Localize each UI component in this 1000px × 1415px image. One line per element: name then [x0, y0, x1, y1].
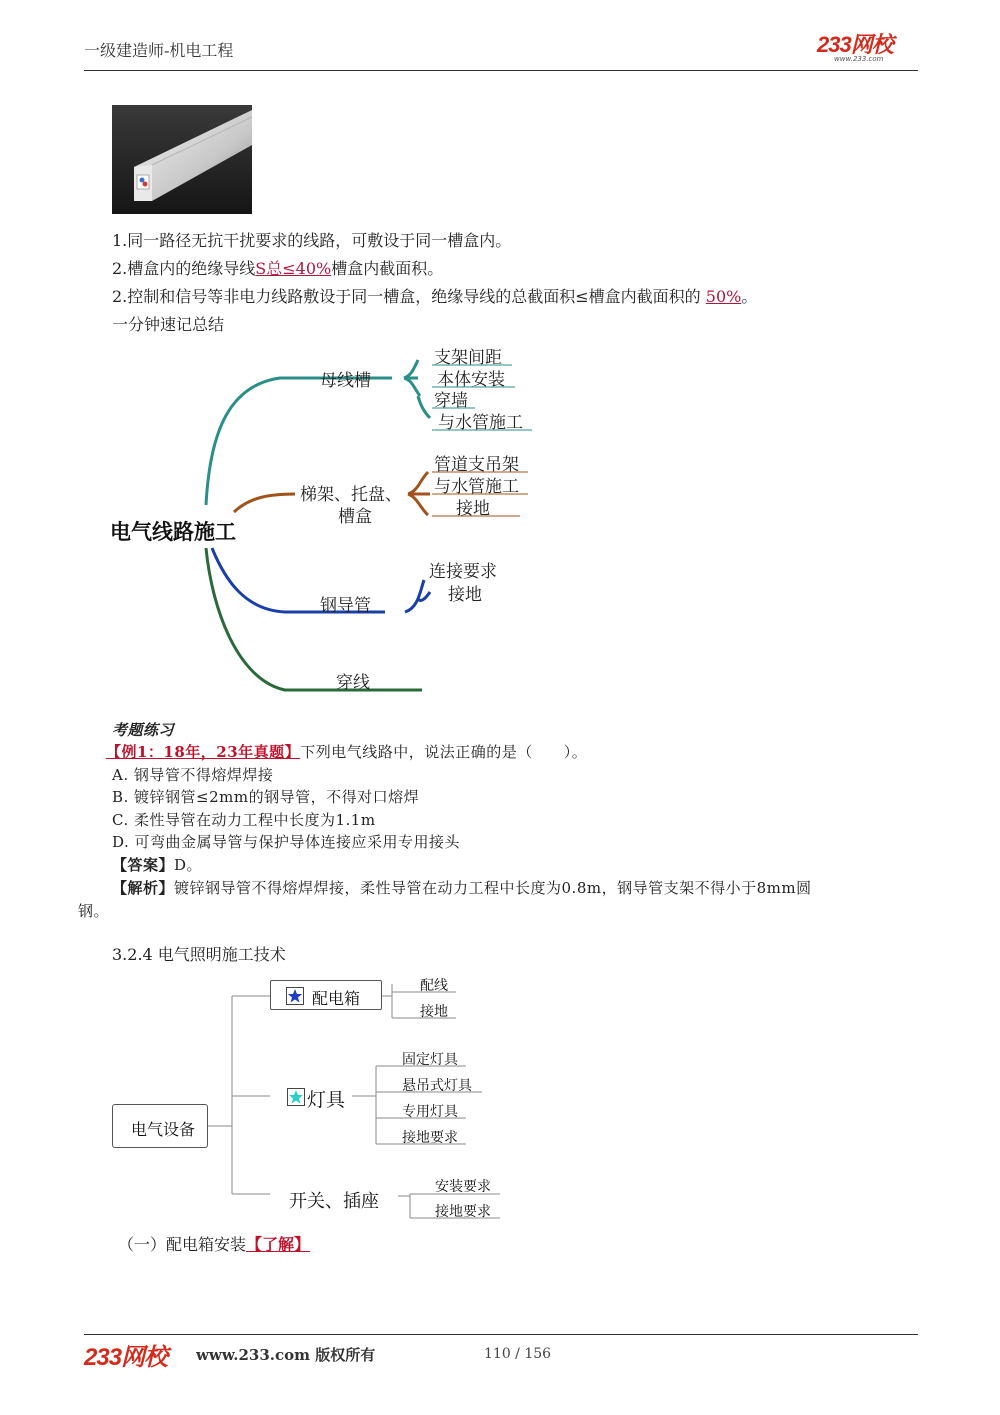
- mindmap2-leaf: 安装要求: [435, 1179, 491, 1195]
- mindmap2-leaf: 接地: [420, 1004, 448, 1020]
- exercise-answer: [112, 854, 202, 875]
- exercise-option-c: C. 柔性导管在动力工程中长度为1.1m: [112, 811, 376, 829]
- paragraph-3-pre: 2.控制和信号等非电力线路敷设于同一槽盒，绝缘导线的总截面积≤槽盒内截面积的: [112, 287, 706, 306]
- subheading-tag: 【了解】: [246, 1235, 311, 1254]
- mindmap1-branch-tray: 梯架、托盘、: [300, 485, 402, 505]
- exercise-option-a: A. 钢导管不得熔焊焊接: [112, 766, 274, 784]
- mindmap2-connectors: [0, 960, 1000, 1230]
- mindmap2-leaf: 配线: [420, 978, 448, 994]
- mindmap1-branch-conduit: 钢导管: [320, 596, 371, 616]
- section-heading: 3.2.4 电气照明施工技术: [112, 945, 286, 964]
- exercise-answer-value: D。: [174, 856, 203, 874]
- mindmap2-leaf: 悬吊式灯具: [402, 1078, 472, 1094]
- mindmap1-leaf: 穿墙: [434, 391, 468, 411]
- mindmap1-leaf: 连接要求: [429, 562, 497, 582]
- mindmap1-branch-wiring: 穿线: [336, 673, 370, 693]
- summary-label: 一分钟速记总结: [112, 315, 225, 334]
- mindmap2-leaf: 固定灯具: [402, 1052, 458, 1068]
- exercise-analysis-tag: 【解析】: [112, 879, 175, 897]
- exercise-question: [106, 741, 587, 762]
- mindmap1-leaf: 管道支吊架: [434, 455, 519, 475]
- mindmap2-leaf: 接地要求: [435, 1204, 491, 1220]
- mindmap1-branch-tray-line2: 槽盒: [338, 507, 372, 527]
- exercise-title: 考题练习: [112, 721, 175, 739]
- paragraph-2-highlight: S总≤40%: [255, 259, 332, 278]
- mindmap2-root: 电气设备: [131, 1120, 196, 1139]
- paragraph-2-post: 槽盒内截面积。: [331, 259, 444, 278]
- paragraph-1: 1.同一路径无抗干扰要求的线路，可敷设于同一槽盒内。: [112, 231, 512, 250]
- mindmap2-node-distribution-box: [270, 980, 382, 1010]
- exercise-analysis-text: 镀锌钢导管不得熔焊焊接，柔性导管在动力工程中长度为0.8m，钢导管支架不得小于8mm圆: [174, 879, 812, 897]
- subheading: [118, 1232, 310, 1255]
- exercise-analysis-cont: 钢。: [78, 902, 110, 920]
- star-icon: [286, 987, 304, 1005]
- star-icon: [287, 1088, 305, 1106]
- mindmap2-node-label: 配电箱: [312, 989, 361, 1008]
- mindmap2-leaf: 接地要求: [402, 1130, 458, 1146]
- footer-divider: [84, 1334, 918, 1335]
- exercise-option-d: D. 可弯曲金属导管与保护导体连接应采用专用接头: [112, 833, 461, 851]
- paragraph-3-post: 。: [741, 287, 758, 306]
- subheading-text: （一）配电箱安装: [118, 1235, 247, 1254]
- exercise-option-b: B. 镀锌钢管≤2mm的钢导管，不得对口熔焊: [112, 788, 420, 806]
- footer-logo: 233网校: [84, 1344, 168, 1371]
- mindmap1-leaf: 接地: [456, 499, 490, 519]
- paragraph-2-pre: 2.槽盒内的绝缘导线: [112, 259, 256, 278]
- mindmap2-leaf: 专用灯具: [402, 1104, 458, 1120]
- footer-copyright: www.233.com 版权所有: [196, 1346, 376, 1364]
- mindmap2-node-label: 灯具: [307, 1089, 346, 1111]
- mindmap2-node-lamps: [270, 1078, 352, 1116]
- paragraph-3-highlight: 50%: [705, 287, 742, 306]
- mindmap1-branch-busway: 母线槽: [320, 371, 371, 391]
- exercise-answer-tag: 【答案】: [112, 856, 175, 874]
- exercise-question-tag: 【例1：18年，23年真题】: [106, 743, 301, 761]
- mindmap1-leaf: 与水管施工: [438, 413, 523, 433]
- mindmap2-node-switches: [270, 1180, 398, 1216]
- exercise-question-text: 下列电气线路中，说法正确的是（ ）。: [300, 743, 588, 761]
- brand-logo: 233网校: [817, 32, 893, 57]
- exercise-analysis: [112, 877, 812, 898]
- mindmap1-root: 电气线路施工: [110, 520, 236, 544]
- page-number: 110 / 156: [484, 1346, 552, 1362]
- mindmap2-node-label: 开关、插座: [289, 1191, 379, 1212]
- header-title: 一级建造师-机电工程: [84, 41, 234, 60]
- mindmap1-leaf: 本体安装: [437, 370, 505, 390]
- mindmap1-leaf: 接地: [448, 585, 482, 605]
- mindmap1-leaf: 与水管施工: [434, 477, 519, 497]
- brand-logo-url: www.233.com: [834, 55, 884, 63]
- mindmap1-leaf: 支架间距: [434, 348, 502, 368]
- mindmap2-root-box: [112, 1104, 208, 1148]
